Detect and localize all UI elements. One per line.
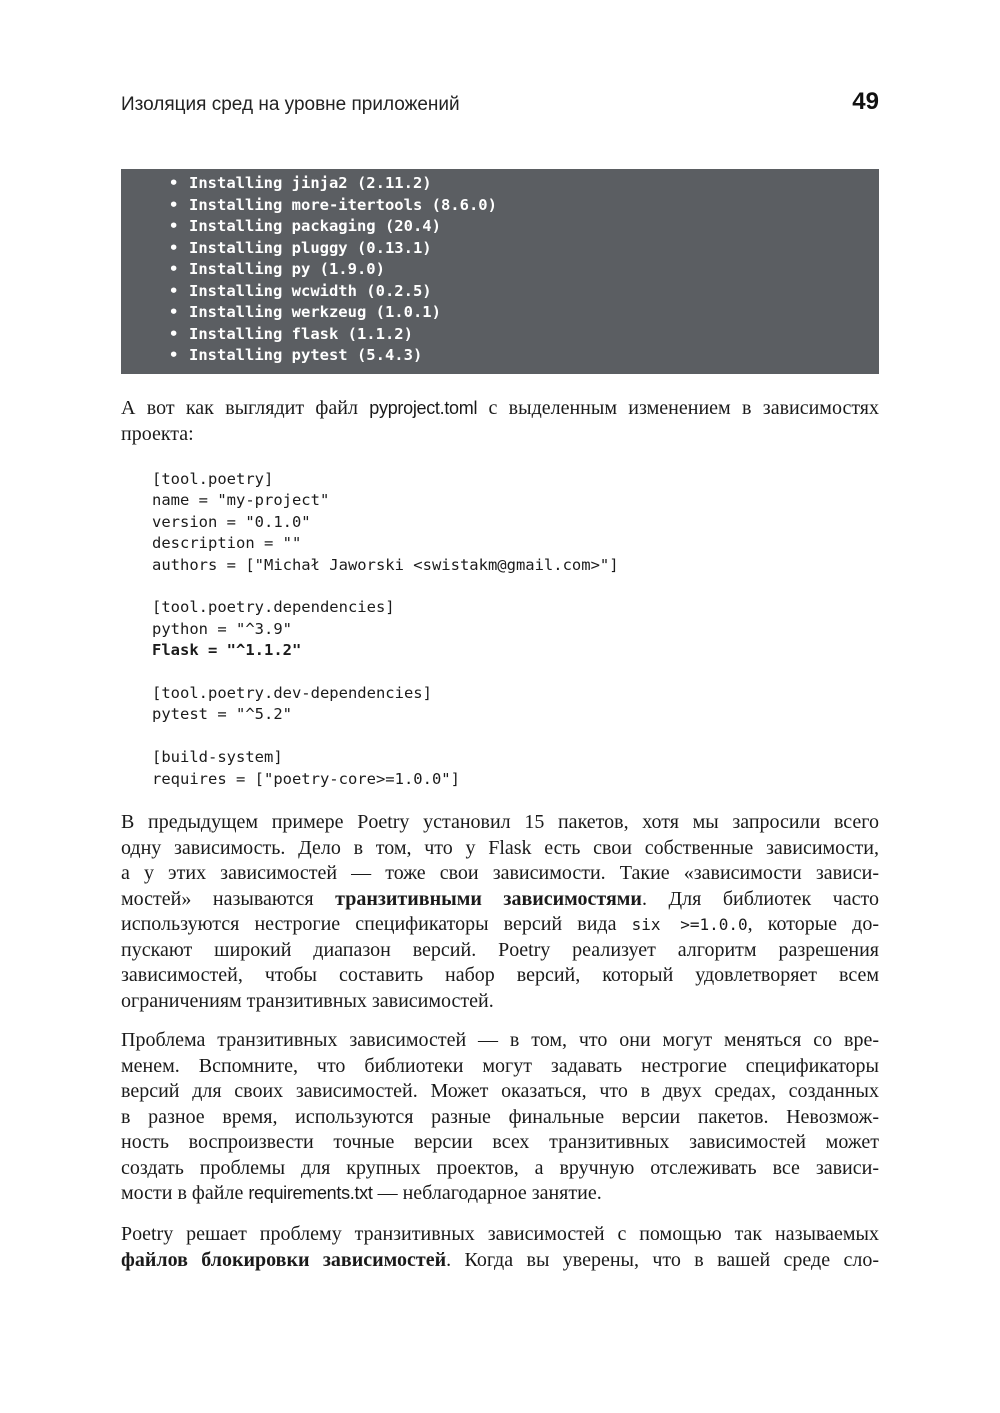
terminal-line: • Installing werkzeug (1.0.1) <box>169 302 879 324</box>
terminal-line: • Installing wcwidth (0.2.5) <box>169 281 879 303</box>
code-line-highlighted: Flask = "^1.1.2" <box>152 641 302 660</box>
terminal-line: • Installing more-itertools (8.6.0) <box>169 195 879 217</box>
page-number: 49 <box>852 88 879 115</box>
bullet-icon: • <box>169 195 179 214</box>
terminal-line: • Installing jinja2 (2.11.2) <box>169 173 879 195</box>
terminal-line: • Installing flask (1.1.2) <box>169 324 879 346</box>
intro-paragraph: А вот как выглядит файл pyproject.toml с выделенным изменением в зависимостях проекта: <box>121 397 879 445</box>
filename: requirements.txt <box>248 1183 373 1203</box>
code-line: name = "my-project" <box>152 491 330 510</box>
body-paragraph-2: Проблема транзитивных зависимостей — в том, что они могут меняться со вре- менем. Вспомните, что библиотеки могут задавать нестрогие спецификаторы версий для своих зависимостей. Может оказаться, что в двух средах, созданных в разное время, используются разные финальные версии пакетов. Невозмож- ность воспроизвести точные версии всех транзитивных зависимостей может создать проблемы для крупных проектов, а вручную отслеживать все зависи- мости в файле requirements.txt — неблагодарное занятие. <box>121 1029 879 1204</box>
code-line: version = "0.1.0" <box>152 512 311 531</box>
terminal-line: • Installing pluggy (0.13.1) <box>169 238 879 260</box>
inline-code: six >=1.0.0 <box>631 915 748 934</box>
bullet-icon: • <box>169 217 179 235</box>
body-paragraph-1: В предыдущем примере Poetry установил 15 пакетов, хотя мы запросили всего одну зависимость. Дело в том, что у Flask есть свои собственные зависимости, а у этих зависимостей — тоже свои зависимости. Такие «зависимости зависи- мостей» называются транзитивными зависимостями. Для библиотек часто используются нестрогие спецификаторы версий вида six >=1.0.0, которые до- пускают широкий диапазон версий. Poetry реализует алгоритм разрешения зависимостей, чтобы составить набор версий, который удовлетворяет всем ограничениям транзитивных зависимостей. <box>121 811 879 1012</box>
code-line: [tool.poetry] <box>152 470 274 488</box>
bullet-icon: • <box>169 303 179 321</box>
code-line <box>152 726 619 747</box>
terminal-output-block <box>121 169 879 374</box>
code-line: authors = ["Michał Jaworski <swistakm@gmail.com>"] <box>152 555 619 574</box>
filename: pyproject.toml <box>369 398 478 418</box>
code-line <box>152 576 619 597</box>
bullet-icon: • <box>169 346 179 364</box>
code-line: [build-system] <box>152 748 283 767</box>
term-bold: транзитивными зависимостями <box>335 887 642 910</box>
code-listing <box>152 469 619 790</box>
term-bold: файлов блокировки зависимостей <box>121 1248 447 1271</box>
bullet-icon: • <box>169 260 179 278</box>
code-line: python = "^3.9" <box>152 619 292 638</box>
body-paragraph-3: Poetry решает проблему транзитивных зависимостей с помощью так называемых файлов блокировки зависимостей. Когда вы уверены, что в вашей среде сло- <box>121 1223 879 1271</box>
running-header: Изоляция сред на уровне приложений <box>121 94 460 115</box>
code-line: requires = ["poetry-core>=1.0.0"] <box>152 769 460 788</box>
bullet-icon: • <box>169 238 179 257</box>
terminal-line: • Installing pytest (5.4.3) <box>169 345 879 367</box>
terminal-line: • Installing py (1.9.0) <box>169 259 879 281</box>
code-line: [tool.poetry.dependencies] <box>152 598 395 617</box>
bullet-icon: • <box>169 174 179 192</box>
code-line: description = "" <box>152 534 302 553</box>
code-line: [tool.poetry.dev-dependencies] <box>152 684 432 703</box>
terminal-line: • Installing packaging (20.4) <box>169 216 879 238</box>
bullet-icon: • <box>169 324 179 343</box>
code-line: pytest = "^5.2" <box>152 705 292 724</box>
bullet-icon: • <box>169 281 179 300</box>
code-line <box>152 662 619 683</box>
